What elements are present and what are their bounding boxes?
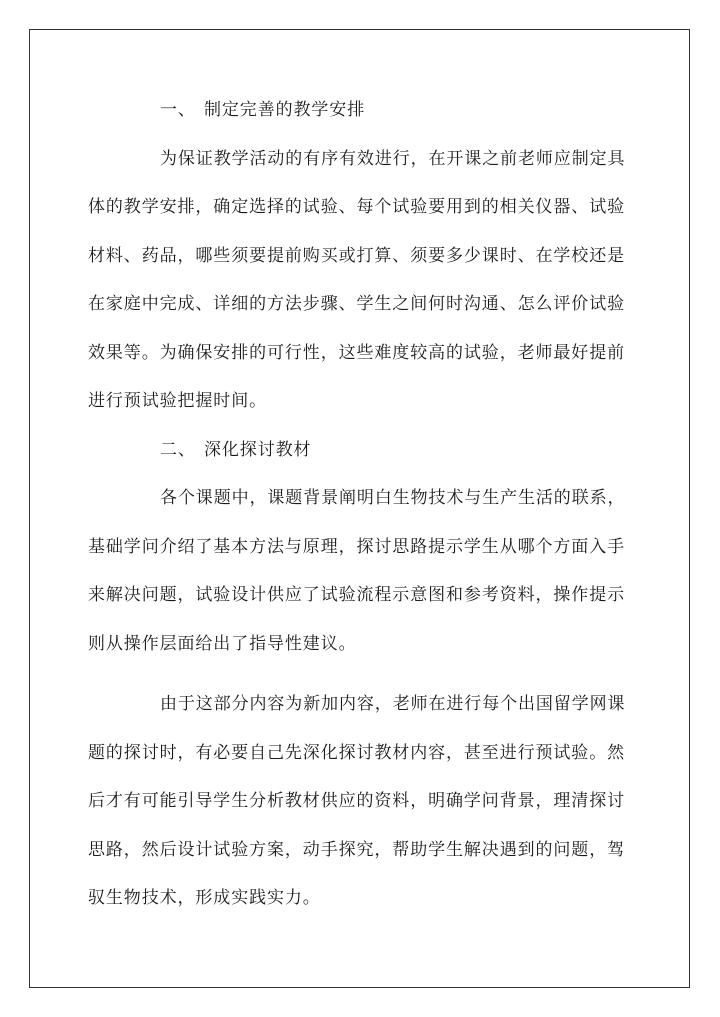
text-line: 来解决问题，试验设计供应了试验流程示意图和参考资料，操作提示: [88, 585, 625, 605]
text-line: 为保证教学活动的有序有效进行，在开课之前老师应制定具: [160, 148, 626, 169]
section-number: 二、: [160, 439, 196, 460]
section-heading-2: [88, 432, 636, 481]
section-heading-1: [88, 92, 636, 141]
paragraph-textbook-research: [88, 480, 636, 674]
section-title: 深化探讨教材: [204, 439, 312, 460]
text-line: 在家庭中完成、详细的方法步骤、学生之间何时沟通、怎么评价试验: [88, 294, 625, 314]
text-line: 驭生物技术，形成实践实力。: [88, 888, 321, 908]
text-line: 则从操作层面给出了指导性建议。: [88, 633, 357, 654]
paragraph-teaching-plan: [88, 141, 636, 432]
paragraph-gap: [88, 674, 636, 686]
paragraph-teacher-preparation: [88, 686, 636, 929]
text-line: 进行预试验把握时间。: [88, 391, 267, 411]
text-line: 基础学问介绍了基本方法与原理，探讨思路提示学生从哪个方面入手: [88, 536, 625, 557]
document-body: [88, 92, 636, 929]
text-line: 材料、药品，哪些须要提前购买或打算、须要多少课时、在学校还是: [88, 245, 625, 266]
section-number: 一、: [160, 100, 196, 120]
text-line: 后才有可能引导学生分析教材供应的资料，明确学问背景，理清探讨: [88, 791, 625, 811]
text-line: 效果等。为确保安排的可行性，这些难度较高的试验，老师最好提前: [88, 342, 625, 363]
text-line: 体的教学安排，确定选择的试验、每个试验要用到的相关仪器、试验: [88, 197, 625, 217]
section-title: 制定完善的教学安排: [204, 100, 366, 120]
text-line: 由于这部分内容为新加内容，老师在进行每个出国留学网课: [160, 694, 626, 714]
text-line: 各个课题中，课题背景阐明白生物技术与生产生活的联系，: [160, 488, 626, 508]
text-line: 思路，然后设计试验方案，动手探究，帮助学生解决遇到的问题，驾: [88, 839, 625, 860]
text-line: 题的探讨时，有必要自己先深化探讨教材内容，甚至进行预试验。然: [88, 742, 625, 763]
